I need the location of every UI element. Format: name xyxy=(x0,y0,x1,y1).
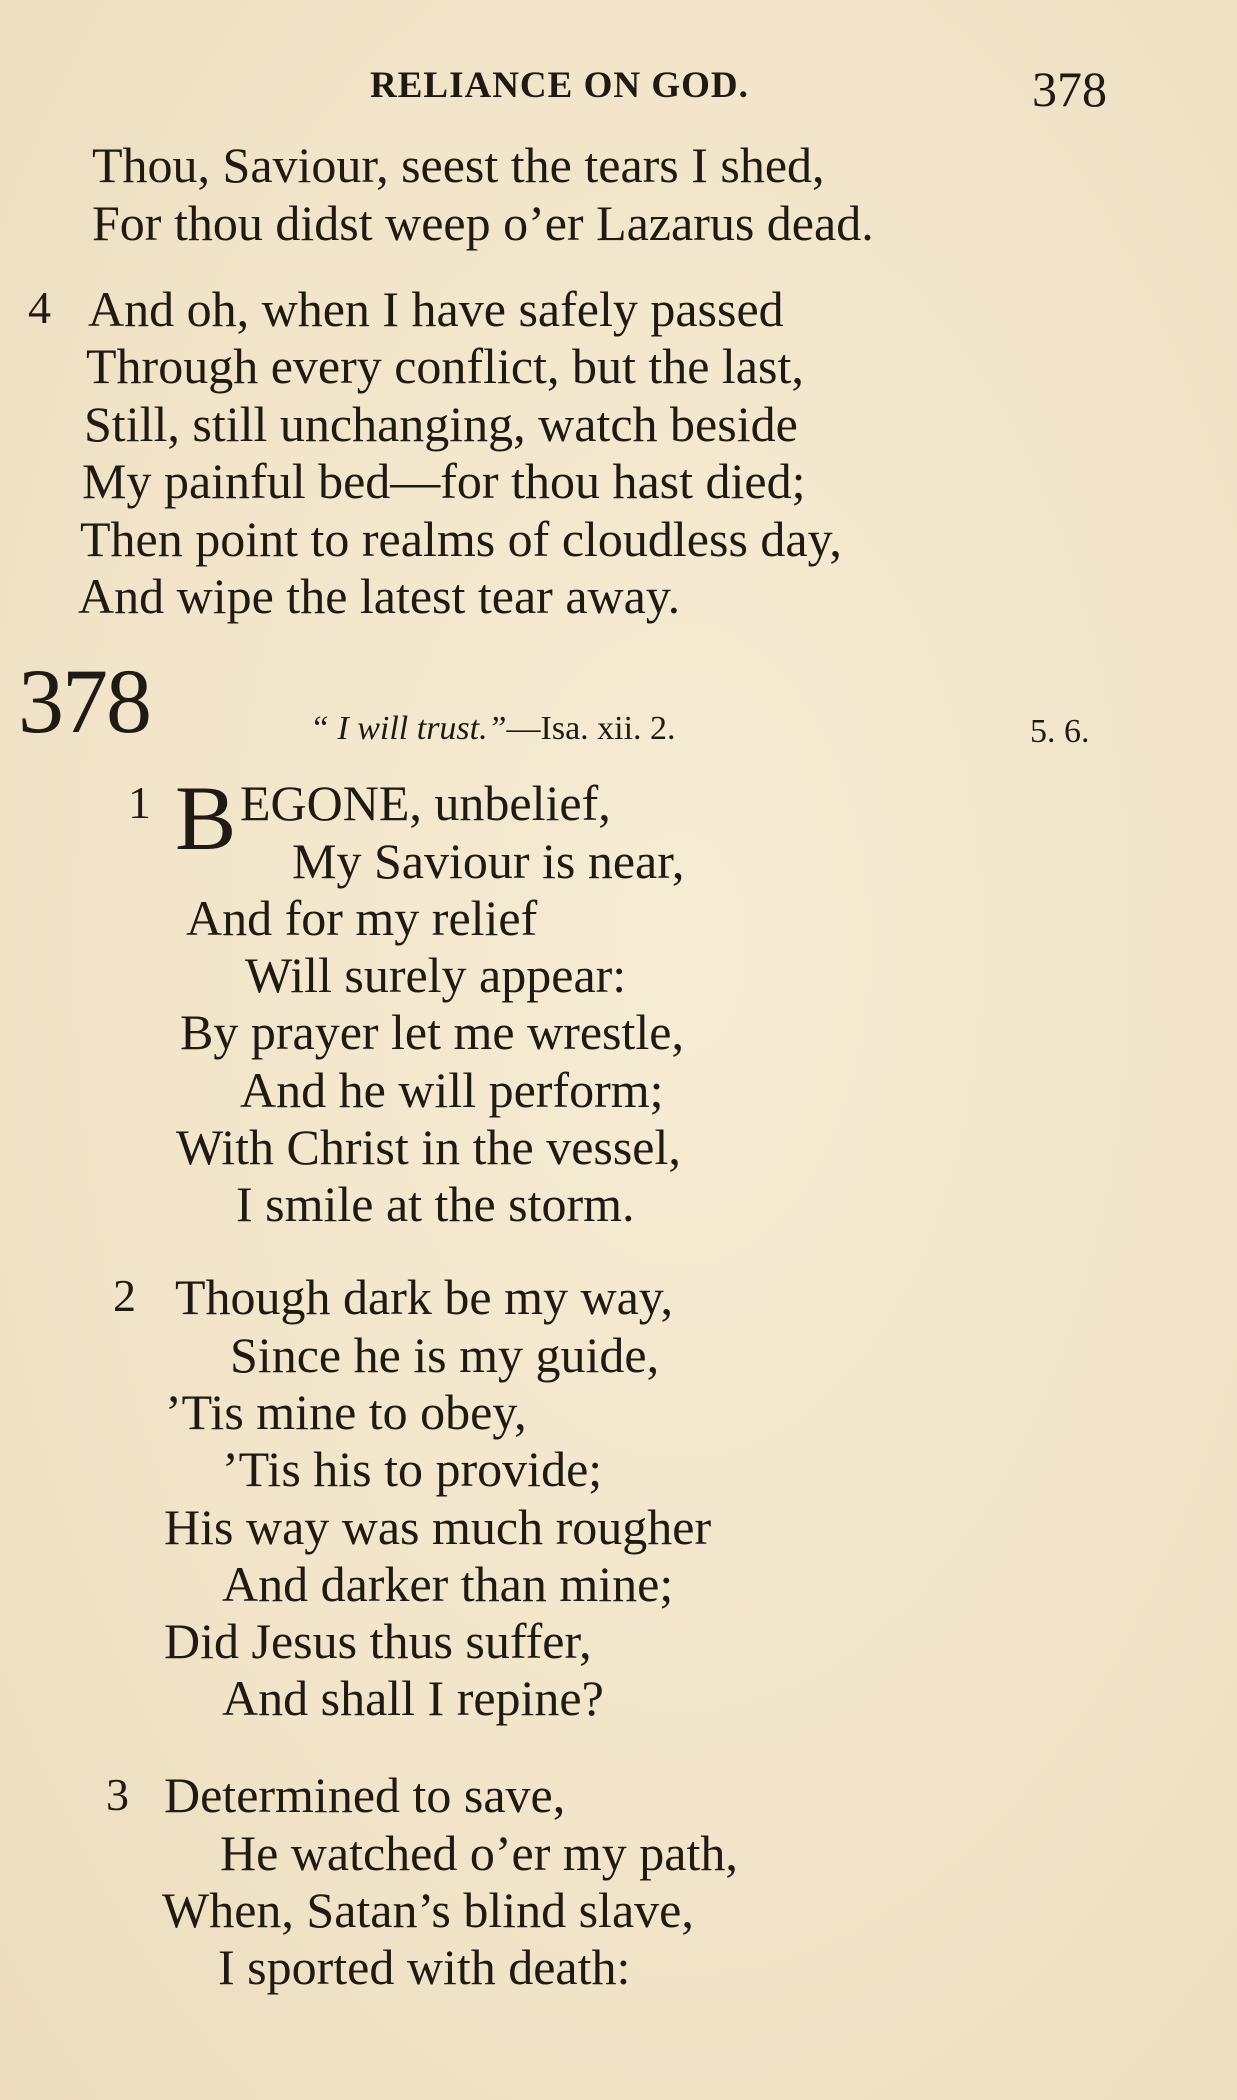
verse-line: By prayer let me wrestle, xyxy=(180,1004,684,1060)
stanza-number: 4 xyxy=(28,282,51,333)
stanza-number: 2 xyxy=(113,1270,136,1321)
verse-line: His way was much rougher xyxy=(164,1499,712,1555)
stanza-number: 1 xyxy=(128,777,151,828)
verse-line: ’Tis his to provide; xyxy=(222,1441,603,1497)
verse-line: My Saviour is near, xyxy=(292,833,685,889)
hymn-meter: 5. 6. xyxy=(1030,713,1090,750)
verse-line: Will surely appear: xyxy=(245,947,627,1003)
verse-line: My painful bed—for thou hast died; xyxy=(82,453,806,509)
verse-line: And shall I repine? xyxy=(222,1670,604,1726)
verse-line: I sported with death: xyxy=(218,1939,631,1995)
scripture-quote: “ I will trust.” xyxy=(310,710,507,747)
verse-line: EGONE, unbelief, xyxy=(240,775,611,831)
verse-line: With Christ in the vessel, xyxy=(176,1119,681,1175)
verse-line: He watched o’er my path, xyxy=(220,1825,738,1881)
verse-line: And he will perform; xyxy=(240,1062,664,1118)
verse-line: Still, still unchanging, watch beside xyxy=(84,396,798,452)
verse-line: I smile at the storm. xyxy=(236,1176,635,1232)
verse-line: And wipe the latest tear away. xyxy=(78,568,681,624)
verse-line: Though dark be my way, xyxy=(175,1269,674,1325)
verse-line: Since he is my guide, xyxy=(230,1327,660,1383)
verse-line: And darker than mine; xyxy=(222,1556,674,1612)
verse-line: Determined to save, xyxy=(164,1767,566,1823)
verse-line: Thou, Saviour, seest the tears I shed, xyxy=(92,137,825,193)
scripture-citation: —Isa. xii. 2. xyxy=(506,710,676,747)
page-number: 378 xyxy=(1032,61,1107,117)
scripture-reference xyxy=(310,710,676,748)
verse-line: When, Satan’s blind slave, xyxy=(162,1882,694,1938)
running-title: RELIANCE ON GOD. xyxy=(370,65,749,106)
verse-line: Then point to realms of cloudless day, xyxy=(80,511,842,567)
drop-cap: B xyxy=(175,767,237,869)
verse-line: And oh, when I have safely passed xyxy=(88,281,784,337)
verse-line: ’Tis mine to obey, xyxy=(165,1384,527,1440)
verse-line: Through every conflict, but the last, xyxy=(86,338,804,394)
stanza-number: 3 xyxy=(106,1769,129,1820)
verse-line: And for my relief xyxy=(186,890,538,946)
hymn-number: 378 xyxy=(18,650,150,752)
verse-line: Did Jesus thus suffer, xyxy=(164,1613,592,1669)
verse-line: For thou didst weep o’er Lazarus dead. xyxy=(92,195,874,251)
